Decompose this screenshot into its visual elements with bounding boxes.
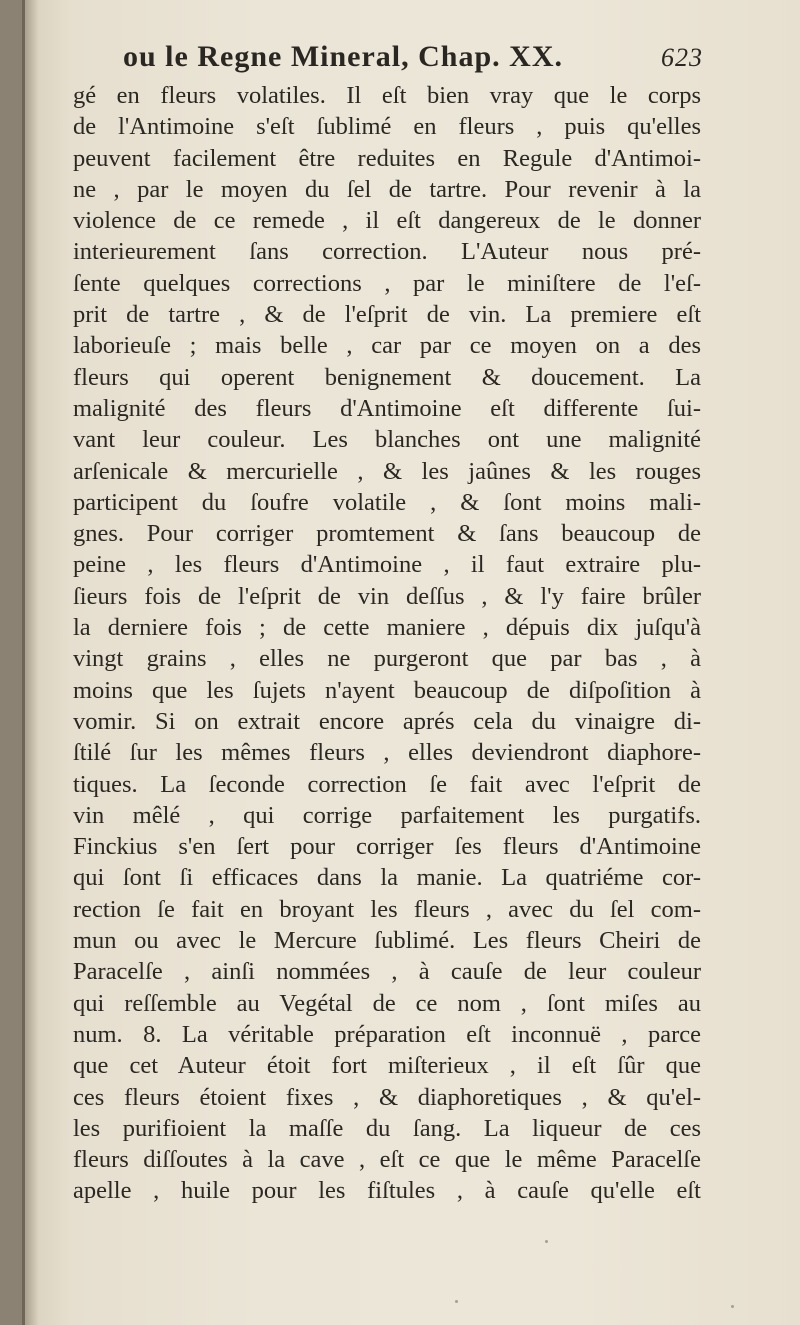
text-line: vingt grains , elles ne purgeront que par bas , à	[73, 645, 701, 673]
text-line: tiques. La ſeconde correction ſe fait avec l'eſprit de	[73, 770, 701, 798]
text-line: ces fleurs étoient fixes , & diaphoretiques , & qu'el-	[73, 1083, 701, 1111]
text-line: laborieuſe ; mais belle , car par ce moyen on a des	[73, 332, 701, 360]
book-page	[22, 0, 800, 1325]
text-line: vomir. Si on extrait encore aprés cela du vinaigre di-	[73, 707, 701, 735]
paper-speck	[545, 1240, 548, 1243]
paper-speck	[455, 1300, 458, 1303]
text-line: malignité des fleurs d'Antimoine eſt differente ſui-	[73, 394, 701, 422]
text-line: num. 8. La véritable préparation eſt inconnuë , parce	[73, 1020, 701, 1048]
text-line: fleurs qui operent benignement & doucement. La	[73, 363, 701, 391]
text-line: de l'Antimoine s'eſt ſublimé en fleurs , puis qu'elles	[73, 113, 701, 141]
text-line: vin mêlé , qui corrige parfaitement les purgatifs.	[73, 801, 701, 829]
spine-shadow	[25, 0, 39, 1325]
text-line: mun ou avec le Mercure ſublimé. Les fleurs Cheiri de	[73, 927, 701, 955]
text-line: Finckius s'en ſert pour corriger ſes fleurs d'Antimoine	[73, 833, 701, 861]
text-line: peine , les fleurs d'Antimoine , il faut extraire plu-	[73, 551, 701, 579]
text-line: participent du ſoufre volatile , & ſont moins mali-	[73, 488, 701, 516]
text-line: gnes. Pour corriger promtement & ſans beaucoup de	[73, 520, 701, 548]
text-line: que cet Auteur étoit fort miſterieux , il eſt ſûr que	[73, 1052, 701, 1080]
text-line: ne , par le moyen du ſel de tartre. Pour revenir à la	[73, 175, 701, 203]
text-line: prit de tartre , & de l'eſprit de vin. La premiere eſt	[73, 301, 701, 329]
text-line: gé en fleurs volatiles. Il eſt bien vray que le corps	[73, 82, 701, 109]
text-line: rection ſe fait en broyant les fleurs , avec du ſel com-	[73, 895, 701, 923]
text-line: ſente quelques corrections , par le miniſtere de l'eſ-	[73, 269, 701, 297]
text-line: Paracelſe , ainſi nommées , à cauſe de leur couleur	[73, 958, 701, 986]
text-line: violence de ce remede , il eſt dangereux de le donner	[73, 207, 701, 235]
text-line: peuvent facilement être reduites en Regule d'Antimoi-	[73, 144, 701, 172]
text-line: fleurs diſſoutes à la cave , eſt ce que le même Paracelſe	[73, 1146, 701, 1174]
text-line: moins que les ſujets n'ayent beaucoup de diſpoſition à	[73, 676, 701, 704]
text-line: interieurement ſans correction. L'Auteur nous pré-	[73, 238, 701, 266]
running-head	[123, 40, 703, 80]
text-line: qui reſſemble au Vegétal de ce nom , ſont miſes au	[73, 989, 701, 1017]
text-line: arſenicale & mercurielle , & les jaûnes & les rouges	[73, 457, 701, 485]
body-text	[73, 80, 701, 1207]
text-line: apelle , huile pour les fiſtules , à cauſe qu'elle eſt	[73, 1177, 701, 1205]
paper-speck	[731, 1305, 734, 1308]
text-line: qui ſont ſi efficaces dans la manie. La quatriéme cor-	[73, 864, 701, 892]
text-line: ſtilé ſur les mêmes fleurs , elles deviendront diaphore-	[73, 739, 701, 767]
text-line: ſieurs fois de l'eſprit de vin deſſus , & l'y faire brûler	[73, 582, 701, 610]
running-head-title: ou le Regne Mineral, Chap. XX.	[123, 40, 563, 73]
page-number: 623	[661, 43, 703, 72]
text-line: la derniere fois ; de cette maniere , dépuis dix juſqu'à	[73, 614, 701, 642]
text-line: les purifioient la maſſe du ſang. La liqueur de ces	[73, 1114, 701, 1142]
text-line: vant leur couleur. Les blanches ont une malignité	[73, 426, 701, 454]
